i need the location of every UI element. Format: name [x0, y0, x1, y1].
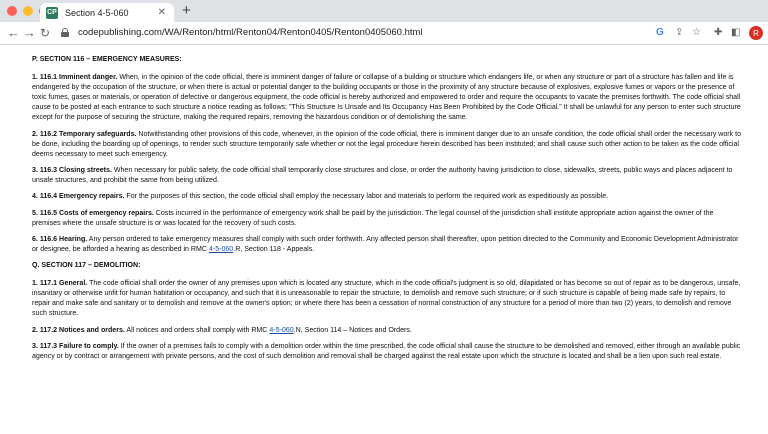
browser-tab[interactable] [40, 3, 174, 22]
profile-avatar[interactable]: R [749, 26, 763, 40]
sidebar-icon[interactable]: ◧ [731, 27, 741, 38]
page-content [0, 45, 768, 434]
paragraph-body: All notices and orders shall comply with RMC [124, 326, 270, 334]
paragraph-heading: 1. 117.1 General. [32, 280, 88, 288]
paragraph-116-5 [32, 209, 742, 229]
back-icon[interactable]: ← [7, 25, 20, 40]
url-text[interactable]: codepublishing.com/WA/Renton/html/Renton04/Renton0405/Renton0405060.html [78, 27, 423, 38]
browser-toolbar [0, 22, 768, 45]
tab-close-icon[interactable]: ✕ [157, 7, 166, 18]
paragraph-116-6 [32, 235, 742, 255]
paragraph-heading: 5. 116.5 Costs of emergency repairs. [32, 209, 154, 217]
paragraph-heading: 3. 116.3 Closing streets. [32, 167, 112, 175]
address-bar[interactable] [58, 24, 563, 41]
close-window-button[interactable] [7, 6, 17, 16]
minimize-window-button[interactable] [23, 6, 33, 16]
google-icon[interactable]: G [656, 27, 664, 38]
paragraph-heading: 2. 116.2 Temporary safeguards. [32, 130, 137, 138]
paragraph-117-3 [32, 342, 742, 362]
tab-title: Section 4-5-060 [65, 7, 129, 18]
rmc-4-5-060-link[interactable]: 4-5-060 [269, 326, 294, 334]
section-heading-117: Q. SECTION 117 – DEMOLITION: [32, 262, 141, 270]
paragraph-heading: 2. 117.2 Notices and orders. [32, 326, 125, 334]
site-favicon-icon: CP [46, 7, 58, 19]
rmc-4-5-060-link[interactable]: 4-5-060 [208, 245, 234, 253]
new-tab-button[interactable]: + [182, 2, 191, 19]
paragraph-body: Notwithstanding other provisions of this code, whenever, in the opinion of the code official, there is imminent danger due to an unsafe condition, the code official shall order the necessary work to be done, including the boarding up of openings, to render such structure temporarily safe whether or not the legal procedure herein described has been instituted; and shall cause such other action to be taken as the code official deems necessary to meet such emergency. [32, 130, 742, 158]
extensions-icon[interactable]: ✚ [714, 27, 723, 38]
lock-icon[interactable] [61, 28, 69, 37]
paragraph-116-2 [32, 130, 742, 160]
tab-bar [0, 0, 768, 22]
paragraph-heading: 3. 117.3 Failure to comply. [32, 342, 119, 350]
paragraph-body: When necessary for public safety, the code official shall temporarily close structures and close, or order the authority having jurisdiction to close, sidewalks, streets, public ways and places adjacent to unsafe structures, and prohibit the same from being utilized. [32, 167, 733, 185]
reload-icon[interactable]: ↻ [40, 26, 51, 40]
forward-icon[interactable]: → [23, 25, 36, 40]
paragraph-heading: 6. 116.6 Hearing. [32, 235, 88, 243]
paragraph-116-4 [32, 192, 742, 202]
paragraph-116-1 [32, 73, 742, 123]
paragraph-body: Costs incurred in the performance of emergency work shall be paid by the jurisdiction. The legal counsel of the jurisdiction shall institute appropriate action against the owner of the premises where the unsafe structure is or was located for the recovery of such costs. [32, 209, 714, 227]
paragraph-body: If the owner of a premises fails to comply with a demolition order within the time prescribed, the code official shall cause the structure to be demolished and removed, either through an available public agency or by contract or arrangement with private persons, and the cost of such demolition and removal shall be charged against the real estate upon which the structure is located and shall be a lien upon such real estate. [32, 342, 741, 360]
paragraph-body: The code official shall order the owner of any premises upon which is located any structure, which in the code official's judgment is so old, dilapidated or has become so out of repair as to be dangerous, unsafe, insanitary or otherwise unfit for human habitation or occupancy, and such that it is unreasonable to repair the structure, to demolish and remove such structure; or if such structure is capable of being made safe by repairs, to repair and make safe and sanitary or to demolish and remove at the owner's option; or where there has been a cessation of normal construction of any structure for a period of more than two (2) years, to demolish and remove such structure. [32, 280, 741, 318]
paragraph-117-1 [32, 279, 742, 319]
paragraph-body: When, in the opinion of the code official, there is imminent danger of failure or collapse of a building or structure which endangers life, or when any structure or part of a structure has fallen and life is endangered by the occupation of the structure, or when there is actual or potential danger to the building occupants or those in the proximity of any structure because of explosives, explosive fumes or vapors or the presence of toxic fumes, gases or materials, or operation of defective or dangerous equipment, the code official is hereby authorized and empowered to order and require the occupants to vacate the premises forthwith. The code official shall cause to be posted at each entrance to such structure a notice reading as follows: "This Structure Is Unsafe and Its Occupancy Has Been Prohibited by the Code Official." It shall be unlawful for any person to enter such structure except for the purpose of securing the structure, making the required repairs, removing the hazardous condition or of demolishing the same. [32, 74, 741, 122]
paragraph-body: .N, Section 114 – Notices and Orders. [293, 326, 412, 334]
star-icon[interactable]: ☆ [692, 27, 701, 38]
paragraph-heading: 4. 116.4 Emergency repairs. [32, 193, 125, 201]
paragraph-body: Any person ordered to take emergency measures shall comply with such order forthwith. Any affected person shall thereafter, upon petition directed to the Community and Economic Development Administrator or designee, be afforded a hearing as described in RMC [32, 235, 739, 253]
share-icon[interactable]: ⇪ [675, 27, 684, 38]
paragraph-body: .R, Section 118 - Appeals. [233, 245, 315, 253]
paragraph-heading: 1. 116.1 Imminent danger. [32, 74, 118, 82]
paragraph-117-2 [32, 326, 742, 336]
paragraph-body: For the purposes of this section, the code official shall employ the necessary labor and materials to perform the required work as expeditiously as possible. [124, 193, 609, 201]
section-heading-116: P. SECTION 116 – EMERGENCY MEASURES: [32, 56, 182, 63]
paragraph-116-3 [32, 166, 742, 186]
